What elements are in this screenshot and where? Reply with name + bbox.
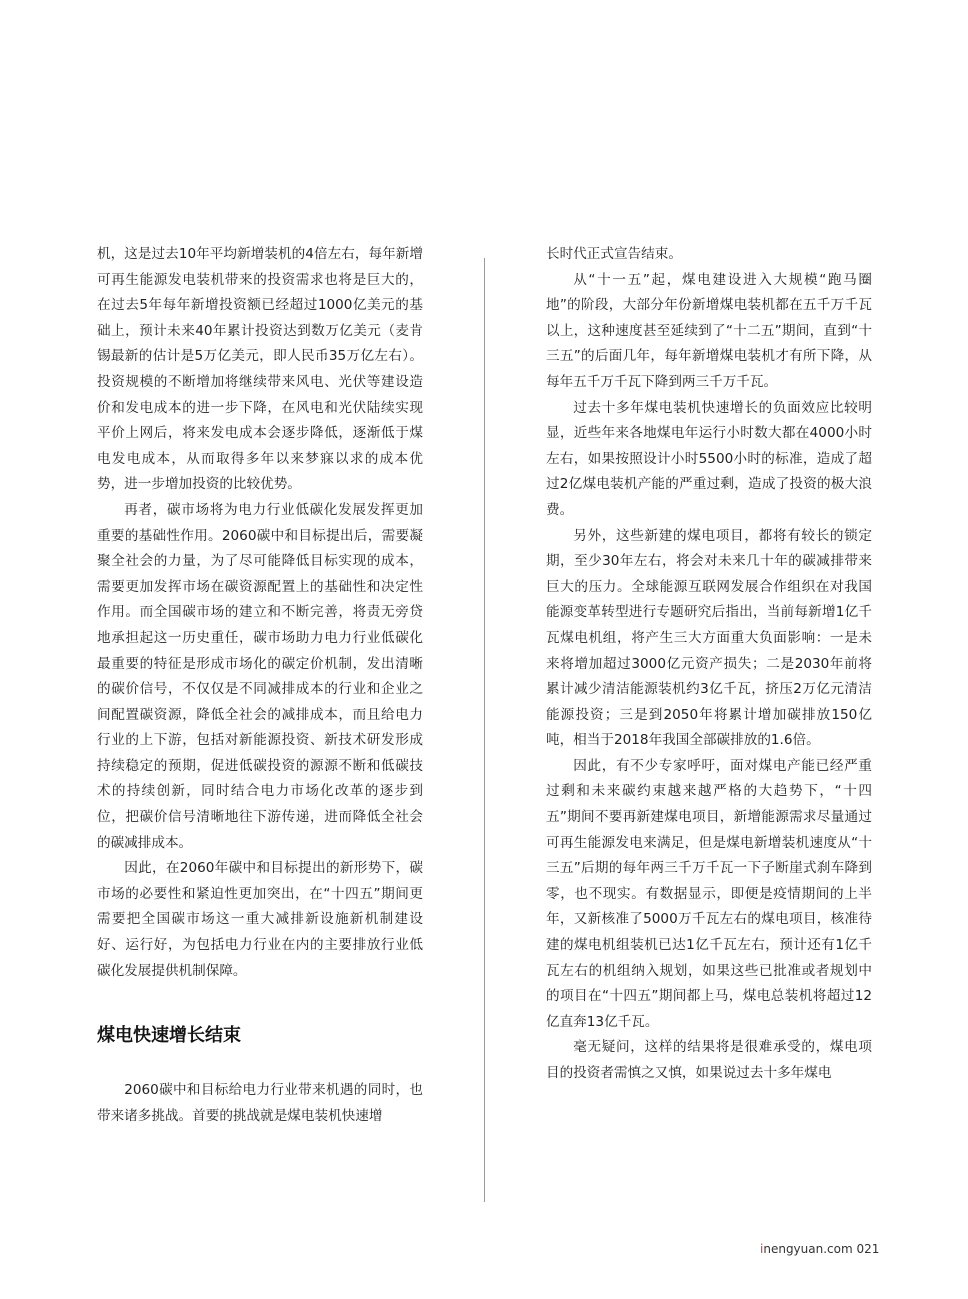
- paragraph: 长时代正式宣告结束。: [546, 246, 682, 262]
- page-number: 021: [856, 1242, 880, 1256]
- paragraph: 从“十一五”起，煤电建设进入大规模“跑马圈地”的阶段，大部分年份新增煤电装机都在五千万千瓦以上，这种速度甚至延续到了“十二五”期间，直到“十三五”的后面几年，每年新增煤电装机才有所下降，从每年五千万千瓦下降到两三千万千瓦。: [546, 271, 872, 390]
- paragraph: 过去十多年煤电装机快速增长的负面效应比较明显，近些年来各地煤电年运行小时数大都在4000小时左右，如果按照设计小时5500小时的标准，造成了超过2亿煤电装机产能的严重过剩，造成了投资的极大浪费。: [546, 399, 872, 518]
- page-footer: [760, 1241, 879, 1257]
- paragraph: 因此，在2060年碳中和目标提出的新形势下，碳市场的必要性和紧迫性更加突出，在“十四五”期间更需要把全国碳市场这一重大减排新设施新机制建设好、运行好，为包括电力行业在内的主要排放行业低碳化发展提供机制保障。: [97, 860, 423, 979]
- paragraph: 因此，有不少专家呼吁，面对煤电产能已经严重过剩和未来碳约束越来越严格的大趋势下，“十四五”期间不要再新建煤电项目，新增能源需求尽量通过可再生能源发电来满足，但是煤电新增装机速度从“十三五”后期的每年两三千万千瓦一下子断崖式刹车降到零，也不现实。有数据显示，即便是疫情期间的上半年，又新核准了5000万千瓦左右的煤电项目，核准待建的煤电机组装机已达1亿千瓦左右，预计还有1亿千瓦左右的机组纳入规划，如果这些已批准或者规划中的项目在“十四五”期间都上马，煤电总装机将超过12亿直奔13亿千瓦。: [546, 757, 872, 1030]
- paragraph: 再者，碳市场将为电力行业低碳化发展发挥更加重要的基础性作用。2060碳中和目标提出后，需要凝聚全社会的力量，为了尽可能降低目标实现的成本，需要更加发挥市场在碳资源配置上的基础性和决定性作用。而全国碳市场的建立和不断完善，将责无旁贷地承担起这一历史重任，碳市场助力电力行业低碳化最重要的特征是形成市场化的碳定价机制，发出清晰的碳价信号，不仅仅是不同减排成本的行业和企业之间配置碳资源，降低全社会的减排成本，而且给电力行业的上下游，包括对新能源投资、新技术研发形成持续稳定的预期，促进低碳投资的源源不断和低碳技术的持续创新，同时结合电力市场化改革的逐步到位，把碳价信号清晰地往下游传递，进而降低全社会的碳减排成本。: [97, 501, 423, 851]
- right-column: [546, 242, 872, 1087]
- paragraph: 毫无疑问，这样的结果将是很难承受的，煤电项目的投资者需慎之又慎，如果说过去十多年煤电: [546, 1039, 872, 1081]
- footer-site: nengyuan.com: [763, 1242, 853, 1256]
- paragraph: 机，这是过去10年平均新增装机的4倍左右，每年新增可再生能源发电装机带来的投资需求也将是巨大的，在过去5年每年新增投资额已经超过1000亿美元的基础上，预计未来40年累计投资达到数万亿美元（麦肯锡最新的估计是5万亿美元，即人民币35万亿左右）。投资规模的不断增加将继续带来风电、光伏等建设造价和发电成本的进一步下降，在风电和光伏陆续实现平价上网后，将来发电成本会逐步降低，逐渐低于煤电发电成本，从而取得多年以来梦寐以求的成本优势，进一步增加投资的比较优势。: [97, 246, 423, 493]
- paragraph: 另外，这些新建的煤电项目，都将有较长的锁定期，至少30年左右，将会对未来几十年的碳减排带来巨大的压力。全球能源互联网发展合作组织在对我国能源变革转型进行专题研究后指出，当前每新增1亿千瓦煤电机组，将产生三大方面重大负面影响：一是未来将增加超过3000亿元资产损失；二是2030年前将累计减少清洁能源装机约3亿千瓦，挤压2万亿元清洁能源投资；三是到2050年将累计增加碳排放150亿吨，相当于2018年我国全部碳排放的1.6倍。: [546, 527, 872, 749]
- left-column: [97, 242, 423, 1129]
- section-heading: 煤电快速增长结束: [97, 1025, 241, 1047]
- footer-accent: i: [760, 1242, 764, 1256]
- column-divider: [484, 258, 485, 1202]
- paragraph: 2060碳中和目标给电力行业带来机遇的同时，也带来诸多挑战。首要的挑战就是煤电装机快速增: [97, 1082, 423, 1124]
